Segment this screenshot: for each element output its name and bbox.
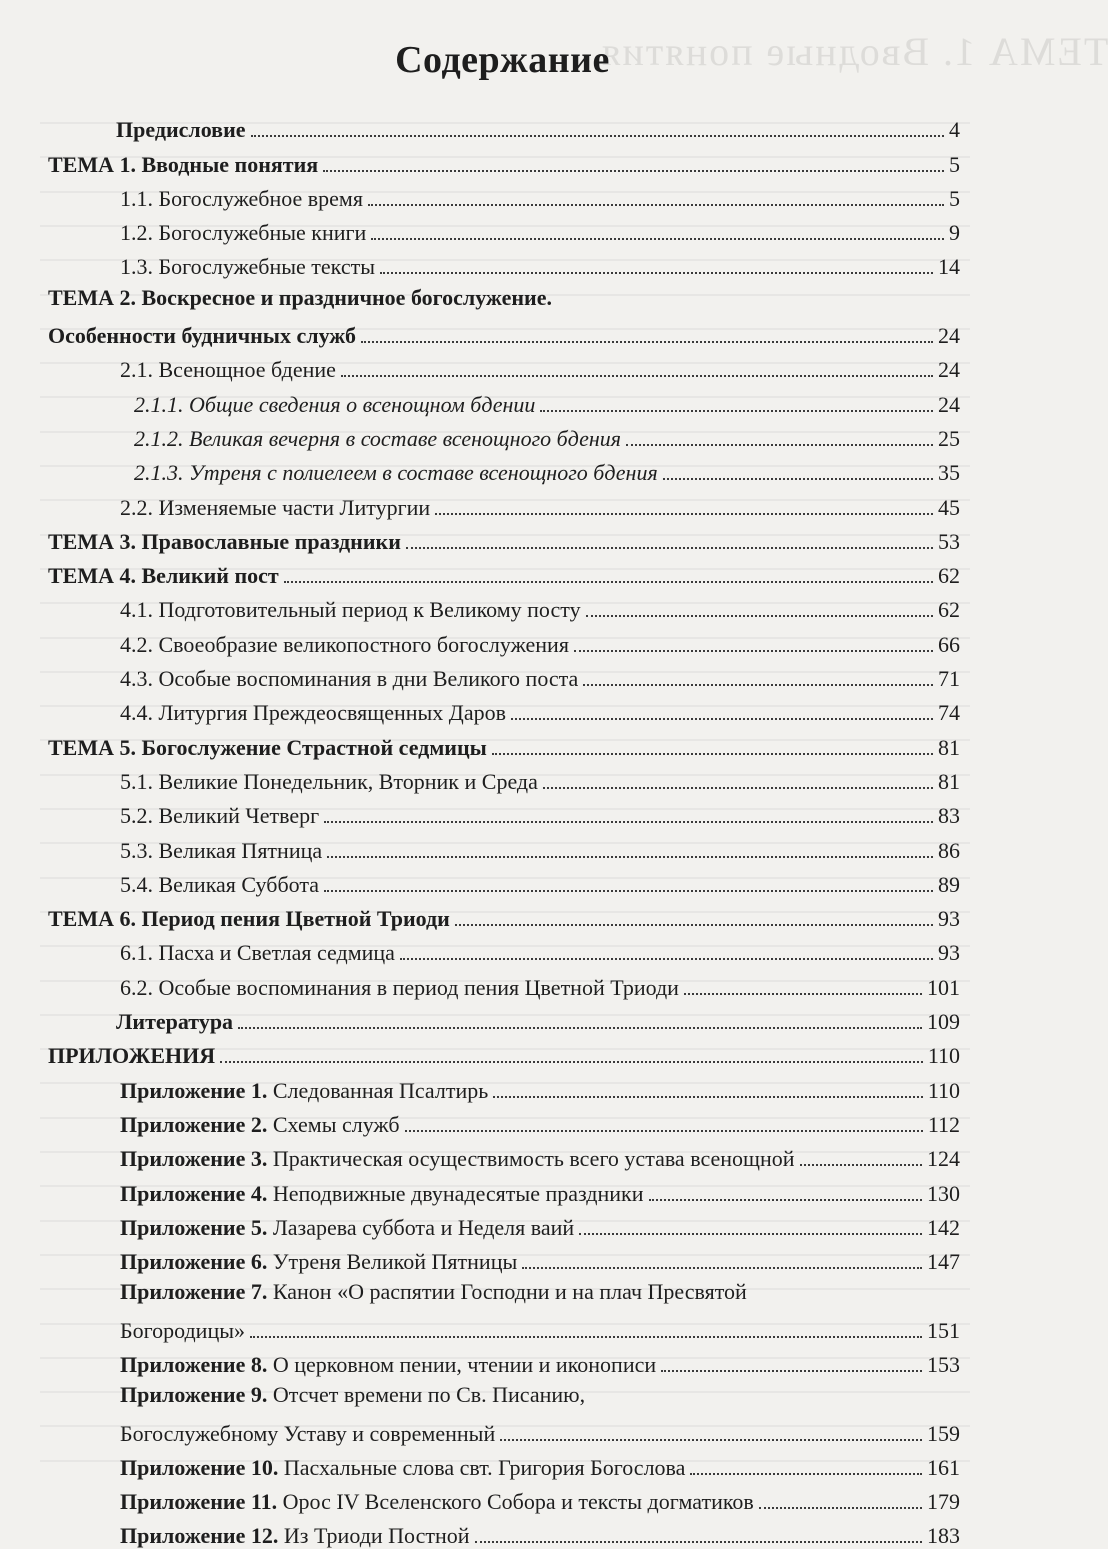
toc-entry (48, 555, 960, 589)
toc-entry-label (48, 1249, 519, 1275)
toc-entry-label (48, 1078, 490, 1104)
page-number: 83 (938, 803, 960, 829)
page-number: 62 (938, 597, 960, 623)
toc-entry-label: 5.1. Великие Понедельник, Вторник и Среда (120, 768, 538, 794)
appendix-title: Канон «О распятии Господни и на плач Пресвятой (267, 1279, 747, 1305)
dot-leader (284, 581, 933, 583)
page-number: 142 (927, 1214, 960, 1240)
toc-entry-label (48, 1382, 587, 1407)
appendix-title: Пасхальные слова свт. Григория Богослова (278, 1454, 686, 1480)
toc-entry-label: ТЕМА 1. Вводные понятия (48, 151, 319, 177)
toc-entry (48, 1001, 960, 1035)
dot-leader (543, 787, 933, 789)
toc-entry (48, 246, 960, 280)
appendix-number: Приложение 5. (120, 1214, 268, 1240)
toc-entry-label: 2.2. Изменяемые части Литургии (120, 494, 431, 520)
toc-entry-label: ТЕМА 4. Великий пост (48, 563, 279, 589)
page-number: 24 (938, 357, 960, 383)
dot-leader (493, 1096, 923, 1098)
toc-entry-second-line (48, 1412, 960, 1446)
page-number: 179 (927, 1489, 960, 1515)
toc-entry (48, 1069, 960, 1103)
appendix-title: Отсчет времени по Св. Писанию, (267, 1382, 586, 1408)
appendix-title: Неподвижные двунадесятые праздники (267, 1180, 644, 1206)
toc-entry-label: 2.1.1. Общие сведения о всенощном бдении (134, 391, 536, 417)
toc-entry-label: 6.1. Пасха и Светлая седмица (120, 940, 395, 966)
toc-entry (48, 1241, 960, 1275)
page-number: 110 (927, 1077, 960, 1103)
toc-entry-label (48, 1146, 797, 1172)
toc-entry-label: Предисловие (116, 117, 246, 143)
appendix-title: Лазарева суббота и Неделя ваий (267, 1214, 575, 1240)
appendix-number: Приложение 12. (120, 1523, 279, 1549)
toc-entry-label: 2.1. Всенощное бдение (120, 357, 336, 383)
dot-leader (684, 993, 922, 995)
toc-entry (48, 109, 960, 143)
toc-entry (48, 898, 960, 932)
dot-leader (522, 1267, 922, 1269)
toc-entry-label-continued: Богородицы» (120, 1317, 245, 1343)
toc-entry (48, 349, 960, 383)
dot-leader (511, 718, 933, 720)
toc-entry (48, 658, 960, 692)
toc-entry (48, 178, 960, 212)
dot-leader (800, 1164, 922, 1166)
toc-entry (48, 589, 960, 623)
toc-entry-label (48, 1455, 687, 1481)
toc-entry-label: ТЕМА 5. Богослужение Страстной седмицы (48, 734, 487, 760)
toc-entry-multiline (48, 280, 960, 349)
dot-leader (626, 444, 933, 446)
toc-entry (48, 1275, 960, 1344)
toc-entry (48, 1378, 960, 1447)
dot-leader (500, 1439, 922, 1441)
toc-entry (48, 1515, 960, 1549)
page-number: 183 (927, 1523, 960, 1549)
toc-entry-label-continued: Богослужебному Уставу и современный (120, 1420, 496, 1446)
toc-entry (48, 966, 960, 1000)
toc-entry-multiline (48, 1275, 960, 1344)
toc-entry-label: ПРИЛОЖЕНИЯ (48, 1043, 216, 1069)
page-number: 81 (938, 768, 960, 794)
toc-entry (48, 486, 960, 520)
toc-entry-label-continued: Особенности будничных служб (48, 323, 356, 349)
page-number: 93 (938, 906, 960, 932)
page-number: 159 (927, 1420, 960, 1446)
toc-entry-label: 5.2. Великий Четверг (120, 803, 320, 829)
page-number: 81 (938, 734, 960, 760)
toc-entry (48, 452, 960, 486)
dot-leader (492, 753, 933, 755)
appendix-number: Приложение 4. (120, 1180, 268, 1206)
toc-entry (48, 1344, 960, 1378)
toc-entry-label: 4.1. Подготовительный период к Великому посту (120, 597, 581, 623)
toc-entry-label: 2.1.2. Великая вечерня в составе всенощного бдения (134, 425, 622, 451)
dot-leader (251, 135, 944, 137)
toc-entry-label (48, 1489, 756, 1515)
dot-leader (324, 890, 933, 892)
page-number: 93 (938, 940, 960, 966)
toc-entry (48, 143, 960, 177)
page-number: 66 (938, 631, 960, 657)
appendix-number: Приложение 9. (120, 1382, 268, 1408)
dot-leader (323, 170, 944, 172)
toc-entry (48, 1447, 960, 1481)
toc-entry-label: 4.4. Литургия Преждеосвященных Даров (120, 700, 506, 726)
dot-leader (371, 238, 944, 240)
page-number: 124 (927, 1146, 960, 1172)
toc-entry (48, 212, 960, 246)
toc-entry (48, 726, 960, 760)
appendix-title: Утреня Великой Пятницы (267, 1249, 518, 1275)
page-number: 112 (927, 1111, 960, 1137)
appendix-number: Приложение 2. (120, 1111, 268, 1137)
toc-entry-second-line (48, 1309, 960, 1343)
toc-entry-first-line (48, 1378, 960, 1412)
page-number: 147 (927, 1249, 960, 1275)
dot-leader (250, 1336, 922, 1338)
toc-entry (48, 1138, 960, 1172)
page-number: 45 (938, 494, 960, 520)
toc-entry (48, 1104, 960, 1138)
page-number: 5 (949, 185, 960, 211)
toc-entry-label: Литература (116, 1009, 234, 1035)
dot-leader (579, 1233, 922, 1235)
appendix-number: Приложение 1. (120, 1077, 268, 1103)
dot-leader (540, 410, 933, 412)
toc-entry-label (48, 1215, 576, 1241)
page-number: 4 (949, 117, 960, 143)
dot-leader (405, 1130, 923, 1132)
page-number: 151 (927, 1317, 960, 1343)
appendix-title: Из Триоди Постной (278, 1523, 470, 1549)
page-number: 9 (949, 220, 960, 246)
toc-entry (48, 795, 960, 829)
dot-leader (663, 478, 933, 480)
toc-entry-multiline (48, 1378, 960, 1447)
appendix-title: О церковном пении, чтении и иконописи (267, 1351, 657, 1377)
toc-entry-label (48, 1279, 749, 1304)
page-number: 35 (938, 460, 960, 486)
dot-leader (690, 1473, 922, 1475)
dot-leader (586, 615, 933, 617)
toc-entry-label: 1.2. Богослужебные книги (120, 220, 367, 246)
dot-leader (361, 341, 933, 343)
page-number: 89 (938, 871, 960, 897)
toc-entry (48, 692, 960, 726)
toc-entry (48, 864, 960, 898)
page-number: 130 (927, 1180, 960, 1206)
toc-entry (48, 1035, 960, 1069)
toc-entry (48, 932, 960, 966)
dot-leader (661, 1370, 922, 1372)
page-title: Содержание (395, 39, 610, 81)
page-number: 86 (938, 837, 960, 863)
toc-entry-label: 1.3. Богослужебные тексты (120, 254, 375, 280)
appendix-title: Орос IV Вселенского Собора и тексты догматиков (277, 1489, 754, 1515)
appendix-number: Приложение 8. (120, 1351, 268, 1377)
toc-entry-label (48, 1181, 646, 1207)
dot-leader (400, 958, 933, 960)
toc-entry-label: 6.2. Особые воспоминания в период пения Цветной Триоди (120, 974, 679, 1000)
toc-entry-label: ТЕМА 2. Воскресное и праздничное богослужение. (48, 284, 552, 310)
appendix-title: Следованная Псалтирь (267, 1077, 489, 1103)
toc-entry-first-line (48, 281, 960, 315)
dot-leader (435, 513, 933, 515)
page-number: 5 (949, 151, 960, 177)
page-number: 110 (927, 1043, 960, 1069)
page-number: 14 (938, 254, 960, 280)
appendix-number: Приложение 7. (120, 1279, 268, 1305)
dot-leader (368, 204, 944, 206)
toc-entry-label: ТЕМА 6. Период пения Цветной Триоди (48, 906, 450, 932)
toc-entry-label: 4.3. Особые воспоминания в дни Великого поста (120, 666, 579, 692)
dot-leader (475, 1541, 922, 1543)
toc-entry-label (48, 1352, 658, 1378)
toc-entry-label: 5.3. Великая Пятница (120, 837, 323, 863)
page-number: 25 (938, 425, 960, 451)
page-number: 153 (927, 1351, 960, 1377)
page-number: 53 (938, 528, 960, 554)
toc-entry (48, 761, 960, 795)
toc-entry-label: ТЕМА 3. Православные праздники (48, 528, 401, 554)
table-of-contents (48, 109, 960, 1549)
appendix-number: Приложение 11. (120, 1489, 278, 1515)
dot-leader (327, 856, 933, 858)
toc-entry-label: 5.4. Великая Суббота (120, 871, 320, 897)
appendix-title: Схемы служб (267, 1111, 400, 1137)
toc-entry-second-line (48, 315, 960, 349)
toc-entry (48, 623, 960, 657)
toc-entry (48, 829, 960, 863)
toc-entry (48, 280, 960, 349)
toc-entry (48, 1172, 960, 1206)
dot-leader (324, 821, 933, 823)
toc-entry (48, 1481, 960, 1515)
dot-leader (406, 547, 933, 549)
page-number: 24 (938, 391, 960, 417)
appendix-title: Практическая осуществимость всего устава всенощной (267, 1146, 795, 1172)
page-number: 62 (938, 563, 960, 589)
dot-leader (220, 1061, 923, 1063)
toc-entry (48, 521, 960, 555)
dot-leader (759, 1507, 922, 1509)
dot-leader (380, 272, 933, 274)
ghost-heading: ТЕМА 1. Вводные понятия (600, 29, 1108, 74)
page-number: 24 (938, 323, 960, 349)
toc-entry-label (48, 1112, 402, 1138)
toc-entry (48, 383, 960, 417)
dot-leader (574, 650, 933, 652)
page-number: 161 (927, 1454, 960, 1480)
page-number: 74 (938, 700, 960, 726)
toc-entry-label: 4.2. Своеобразие великопостного богослужения (120, 631, 569, 657)
toc-entry-first-line (48, 1275, 960, 1309)
appendix-number: Приложение 3. (120, 1146, 268, 1172)
dot-leader (455, 924, 933, 926)
toc-entry-label: 2.1.3. Утреня с полиелеем в составе всенощного бдения (134, 460, 658, 486)
dot-leader (341, 375, 933, 377)
page-number: 109 (927, 1009, 960, 1035)
toc-entry-label (48, 1523, 472, 1549)
dot-leader (583, 684, 933, 686)
appendix-number: Приложение 6. (120, 1249, 268, 1275)
toc-entry (48, 418, 960, 452)
dot-leader (238, 1027, 922, 1029)
toc-entry (48, 1207, 960, 1241)
appendix-number: Приложение 10. (120, 1454, 279, 1480)
page-number: 71 (938, 666, 960, 692)
toc-entry-label: 1.1. Богослужебное время (120, 185, 363, 211)
page-number: 101 (927, 974, 960, 1000)
dot-leader (649, 1199, 923, 1201)
